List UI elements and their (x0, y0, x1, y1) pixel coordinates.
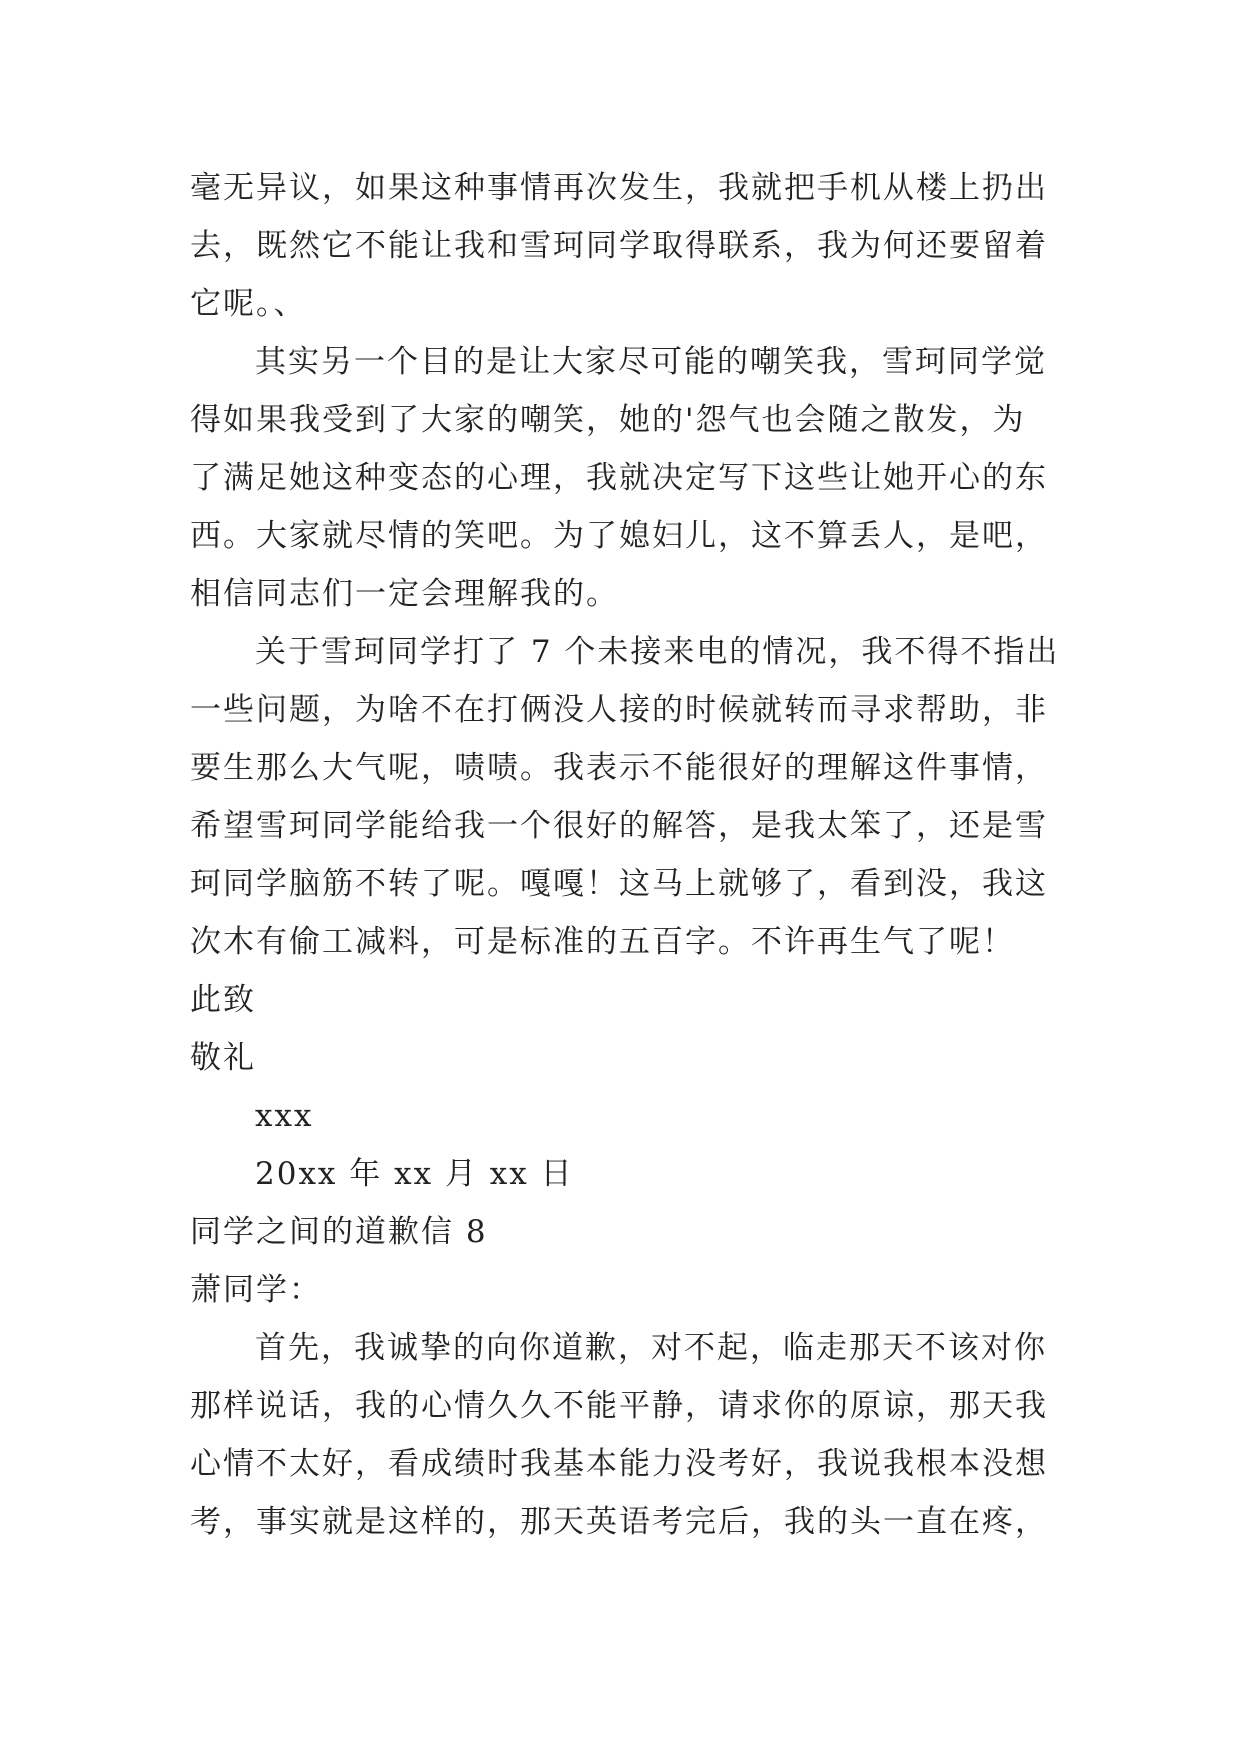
text-line: 相信同志们一定会理解我的。 (190, 576, 619, 612)
text-line: 那样说话，我的心情久久不能平静，请求你的原谅，那天我 (190, 1388, 1048, 1424)
text-line: 考，事实就是这样的，那天英语考完后，我的头一直在疼， (190, 1504, 1048, 1540)
text-line: 它呢。、 (190, 286, 307, 322)
signature: xxx (255, 1098, 314, 1134)
text-line: 了满足她这种变态的心理，我就决定写下这些让她开心的东 (190, 460, 1048, 496)
paragraph-start-line: 其实另一个目的是让大家尽可能的嘲笑我，雪珂同学觉 (255, 344, 1047, 380)
text-line: 毫无异议，如果这种事情再次发生，我就把手机从楼上扔出 (190, 170, 1048, 206)
text-line: 希望雪珂同学能给我一个很好的解答，是我太笨了，还是雪 (190, 808, 1048, 844)
text-line: 珂同学脑筋不转了呢。嘎嘎！这马上就够了，看到没，我这 (190, 866, 1048, 902)
closing-regards: 敬礼 (190, 1040, 256, 1076)
paragraph-start-line: 首先，我诚挚的向你道歉，对不起，临走那天不该对你 (255, 1330, 1047, 1366)
text-line: 要生那么大气呢，啧啧。我表示不能很好的理解这件事情， (190, 750, 1048, 786)
paragraph-start-line: 关于雪珂同学打了 7 个未接来电的情况，我不得不指出 (255, 634, 1060, 670)
text-line: 一些问题，为啥不在打俩没人接的时候就转而寻求帮助，非 (190, 692, 1048, 728)
closing-salutation: 此致 (190, 982, 256, 1018)
text-line: 得如果我受到了大家的嘲笑，她的'怨气也会随之散发，为 (190, 402, 1026, 438)
letter-title: 同学之间的道歉信 8 (190, 1214, 488, 1250)
text-line: 西。大家就尽情的笑吧。为了媳妇儿，这不算丢人，是吧， (190, 518, 1048, 554)
letter-date: 20xx 年 xx 月 xx 日 (255, 1156, 574, 1192)
text-line: 去，既然它不能让我和雪珂同学取得联系，我为何还要留着 (190, 228, 1048, 264)
letter-greeting: 萧同学： (190, 1272, 322, 1308)
text-line: 心情不太好，看成绩时我基本能力没考好，我说我根本没想 (190, 1446, 1048, 1482)
text-line: 次木有偷工减料，可是标准的五百字。不许再生气了呢！ (190, 924, 1015, 960)
